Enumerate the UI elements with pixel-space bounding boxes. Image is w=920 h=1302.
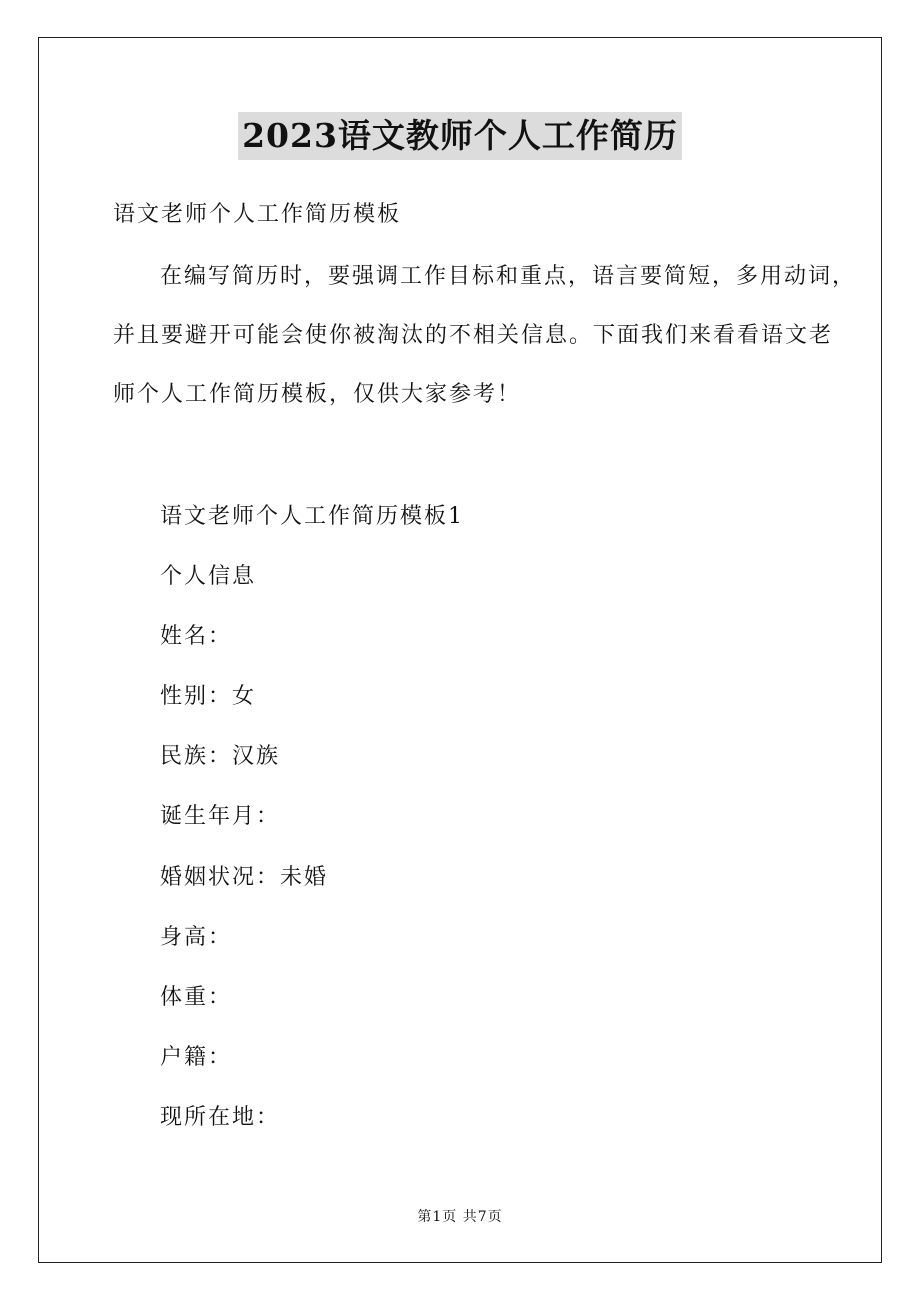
field-household-registration: 户籍： (160, 1045, 233, 1070)
field-current-location: 现所在地： (160, 1105, 281, 1130)
document-title-block (0, 112, 920, 160)
intro-line-1: 在编写简历时，要强调工作目标和重点，语言要简短，多用动词， (160, 264, 857, 289)
field-weight: 体重： (160, 985, 233, 1010)
document-title: 2023语文教师个人工作简历 (238, 112, 682, 160)
template-heading: 语文老师个人工作简历模板1 (160, 504, 464, 529)
intro-line-3: 师个人工作简历模板，仅供大家参考！ (113, 382, 522, 407)
field-name: 姓名： (160, 624, 233, 649)
field-birth-date: 诞生年月： (160, 804, 281, 829)
field-marital-status: 婚姻状况：未婚 (160, 865, 329, 890)
field-height: 身高： (160, 925, 233, 950)
field-gender: 性别：女 (160, 684, 257, 709)
intro-line-2: 并且要避开可能会使你被淘汰的不相关信息。下面我们来看看语文老 (113, 323, 834, 348)
document-subtitle: 语文老师个人工作简历模板 (113, 202, 402, 227)
page-number: 第1页 共7页 (417, 1209, 503, 1225)
field-ethnicity: 民族：汉族 (160, 744, 281, 769)
section-heading: 个人信息 (160, 564, 257, 589)
